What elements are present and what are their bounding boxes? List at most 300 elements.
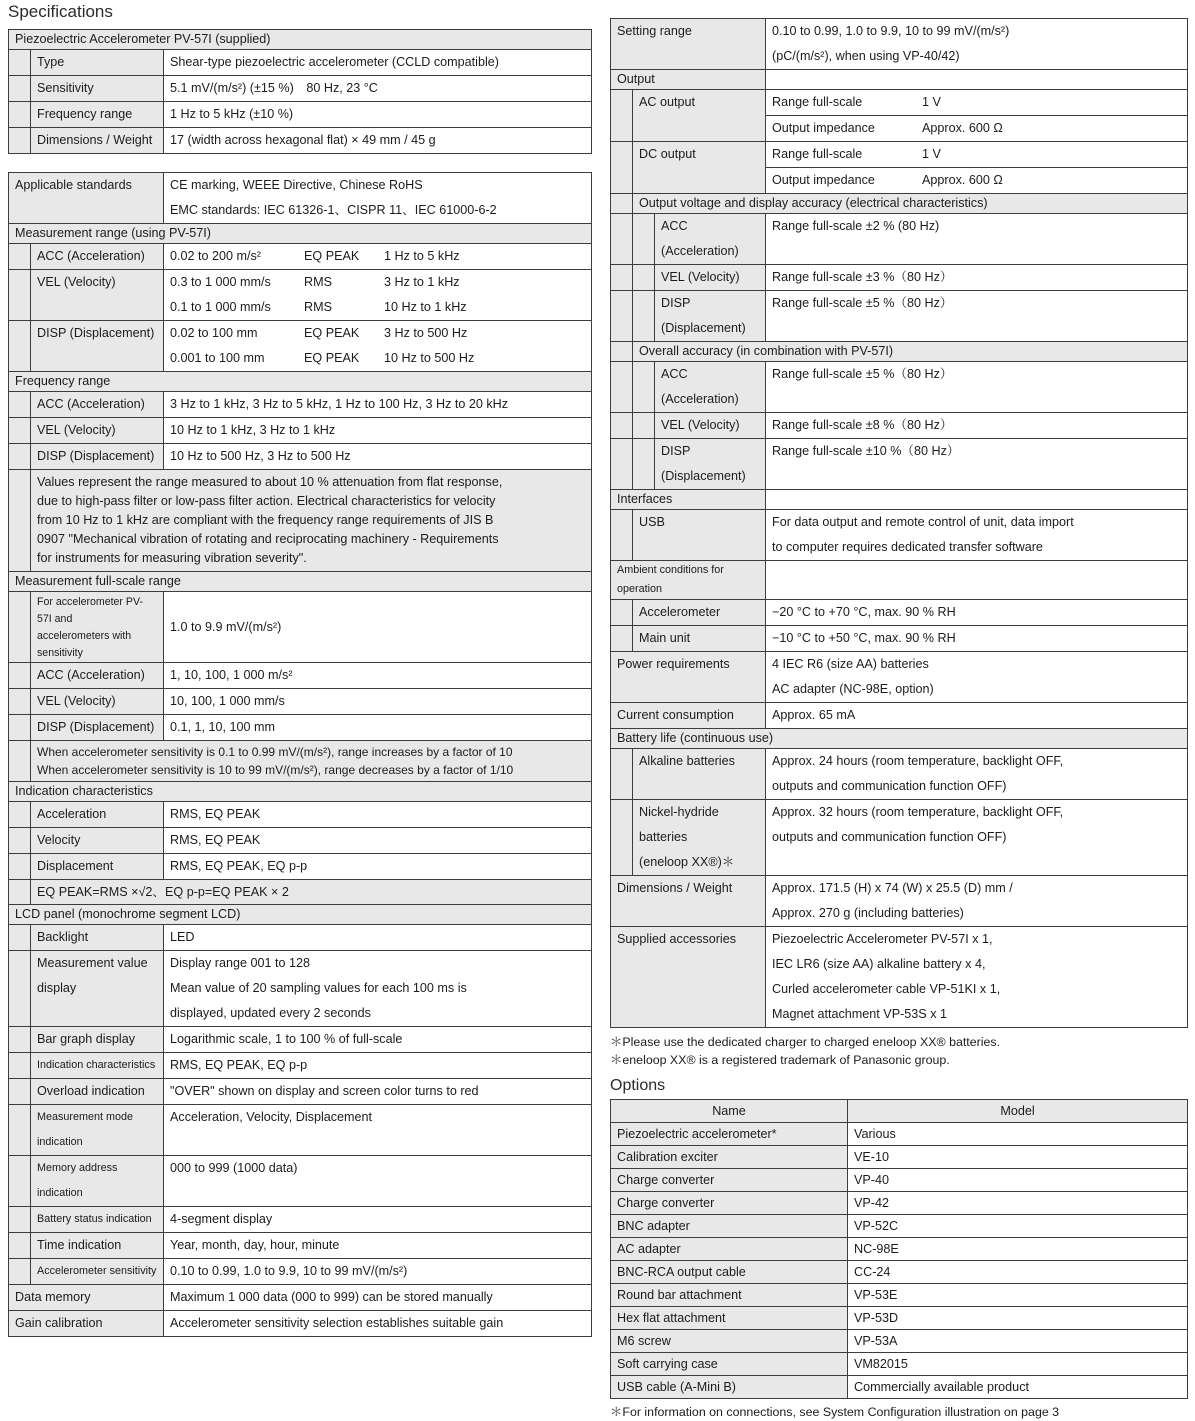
table-row [611, 19, 1187, 69]
row-label-line: Main unit [639, 631, 691, 645]
option-name: USB cable (A-Mini B) [611, 1376, 848, 1398]
row-label-line: Frequency range [37, 107, 133, 121]
row-label-line: Displacement [37, 859, 114, 873]
table-row [611, 702, 1187, 728]
row-label [9, 173, 164, 223]
row-value [164, 1079, 591, 1104]
row-value [164, 689, 591, 714]
row-label-line: ACC (Acceleration) [37, 249, 145, 263]
value-col: 0.02 to 100 mm [170, 326, 258, 340]
indent-cell [611, 214, 633, 264]
value-col: 0.1 to 1 000 mm/s [170, 300, 271, 314]
row-value-line: 1, 10, 100, 1 000 m/s² [170, 668, 293, 682]
row-label [31, 76, 164, 101]
row-label-line: Velocity [37, 833, 81, 847]
value-col: 3 Hz to 500 Hz [384, 326, 468, 340]
row-label-line: Power requirements [617, 657, 730, 671]
option-model: VP-53E [848, 1284, 1187, 1306]
options-row [611, 1237, 1187, 1260]
options-row [611, 1145, 1187, 1168]
row-value-line: 4-segment display [170, 1212, 273, 1226]
row-label [31, 854, 164, 879]
indent-cell [9, 444, 31, 469]
row-label [611, 876, 766, 926]
row-label [31, 270, 164, 320]
row-value-line [170, 244, 585, 269]
row-value-line: 10, 100, 1 000 mm/s [170, 694, 285, 708]
row-value [766, 876, 1187, 926]
row-label-line: Sensitivity [37, 81, 94, 95]
row-value-line: Range full-scale ±3 %（80 Hz） [772, 270, 953, 284]
row-label [31, 1156, 164, 1206]
row-value-line: −20 °C to +70 °C, max. 90 % RH [772, 605, 956, 619]
table-row [9, 1078, 591, 1104]
row-label [31, 663, 164, 688]
row-label-line: AC output [639, 95, 696, 109]
row-label-line: ACC (Acceleration) [37, 397, 145, 411]
row-value [164, 173, 591, 223]
indent-cell [611, 413, 633, 438]
row-label [31, 828, 164, 853]
row-value-line: LED [170, 930, 195, 944]
row-value [766, 652, 1187, 702]
row-label-line: accelerometers with sensitivity [37, 630, 132, 659]
row-value [164, 392, 591, 417]
note-line: due to high-pass filter or low-pass filter action. Electrical characteristics for velocity [37, 494, 496, 508]
row-label-line: Time indication [37, 1238, 122, 1252]
row-label-line: Overload indication [37, 1084, 145, 1098]
row-value-line: Curled accelerometer cable VP-51KI x 1, [772, 982, 1001, 996]
section-header: Measurement full-scale range [9, 572, 591, 591]
table-row [9, 101, 591, 127]
subrow-key: Range full-scale [772, 147, 863, 161]
row-value-line [170, 295, 585, 320]
table-row [9, 688, 591, 714]
note-line: When accelerometer sensitivity is 0.1 to 0.99 mV/(m/s²), range increases by a factor of 10 [37, 745, 513, 759]
indent-cell [9, 1053, 31, 1078]
row-label-line: Measurement mode indication [37, 1111, 134, 1148]
value-subrow [766, 167, 1187, 193]
indent-cell [9, 128, 31, 153]
table-row [9, 1232, 591, 1258]
main-spec-table-left [8, 172, 592, 1337]
row-label-line: USB [639, 515, 665, 529]
table-row [611, 290, 1187, 341]
row-value-line: Range full-scale ±5 %（80 Hz） [772, 296, 953, 310]
row-value-line: 1.0 to 9.9 mV/(m/s²) [170, 619, 282, 634]
note-cell [31, 880, 591, 904]
value-subrow [766, 115, 1187, 141]
row-value [164, 663, 591, 688]
row-value [766, 510, 1187, 560]
options-row [611, 1191, 1187, 1214]
table-row [9, 1258, 591, 1284]
table-row [611, 89, 1187, 141]
row-label-line: Current consumption [617, 708, 734, 722]
table-row [9, 127, 591, 153]
indent-cell [9, 321, 31, 371]
table-row [611, 141, 1187, 193]
row-label [31, 802, 164, 827]
page-title: Specifications [8, 2, 113, 21]
indent-cell [9, 663, 31, 688]
row-value-line: 0.10 to 0.99, 1.0 to 9.9, 10 to 99 mV/(m/s²) [170, 1264, 408, 1278]
row-label-line: Gain calibration [15, 1316, 103, 1330]
row-value-line: For data output and remote control of unit, data import [772, 515, 1074, 529]
row-label-line: Type [37, 55, 65, 69]
row-label [611, 927, 766, 1027]
option-model: VP-52C [848, 1215, 1187, 1237]
table-row [9, 1026, 591, 1052]
options-row [611, 1306, 1187, 1329]
table-row [9, 320, 591, 371]
value-col: EQ PEAK [304, 249, 360, 263]
row-label [633, 800, 766, 875]
options-row [611, 1260, 1187, 1283]
row-value-line: 3 Hz to 1 kHz, 3 Hz to 5 kHz, 1 Hz to 100 Hz, 3 Hz to 20 kHz [170, 397, 509, 411]
options-row [611, 1329, 1187, 1352]
footnotes [610, 1033, 1188, 1069]
indent-cell [9, 715, 31, 740]
table-row [9, 781, 591, 801]
row-value-line: 0.10 to 0.99, 1.0 to 9.9, 10 to 99 mV/(m/s²) [772, 24, 1010, 38]
indent-cell [633, 265, 655, 290]
indent-cell [9, 50, 31, 75]
indent-cell [611, 342, 633, 361]
table-row [9, 173, 591, 223]
row-label [31, 321, 164, 371]
table-row [611, 625, 1187, 651]
row-value-line: Range full-scale ±2 % (80 Hz) [772, 219, 940, 233]
table-row [9, 1206, 591, 1232]
indent-cell [611, 90, 633, 141]
table-row [9, 853, 591, 879]
value-col: 3 Hz to 1 kHz [384, 275, 460, 289]
table-row [611, 361, 1187, 412]
row-label-line: DISP (Displacement) [37, 449, 155, 463]
note-line: EQ PEAK=RMS ×√2、EQ p-p=EQ PEAK × 2 [37, 885, 289, 899]
subrow-value: 1 V [922, 95, 941, 109]
row-label-line: DC output [639, 147, 696, 161]
empty-value-cell [766, 70, 1187, 89]
row-value [164, 270, 591, 320]
row-label-line: DISP (Displacement) [661, 444, 746, 483]
row-label [633, 626, 766, 651]
row-value-line: 17 (width across hexagonal flat) × 49 mm / 45 g [170, 133, 436, 147]
row-value [164, 444, 591, 469]
row-label-line: Memory address indication [37, 1162, 118, 1199]
option-name: Charge converter [611, 1169, 848, 1191]
value-col: 0.3 to 1 000 mm/s [170, 275, 271, 289]
row-value-line: Accelerometer sensitivity selection establishes suitable gain [170, 1316, 504, 1330]
table-row [611, 799, 1187, 875]
note-cell [31, 741, 591, 781]
section-header: Piezoelectric Accelerometer PV-57I (supplied) [9, 30, 591, 49]
indent-cell [611, 600, 633, 625]
row-value-line: 0.1, 1, 10, 100 mm [170, 720, 276, 734]
value-subcolumn [766, 90, 1187, 141]
table-row [9, 1155, 591, 1206]
table-row [9, 269, 591, 320]
value-col: 1 Hz to 5 kHz [384, 249, 460, 263]
row-value [164, 321, 591, 371]
row-value-line: 10 Hz to 1 kHz, 3 Hz to 1 kHz [170, 423, 336, 437]
table-row [611, 341, 1187, 361]
row-label-line: Accelerometer sensitivity [37, 1265, 157, 1277]
option-model: VP-40 [848, 1169, 1187, 1191]
row-label [31, 1079, 164, 1104]
table-row [9, 371, 591, 391]
row-label [31, 1207, 164, 1232]
options-row [611, 1375, 1187, 1398]
row-value-line: "OVER" shown on display and screen color turns to red [170, 1084, 479, 1098]
table-row [9, 1284, 591, 1310]
value-col: 10 Hz to 1 kHz [384, 300, 467, 314]
section-header: Battery life (continuous use) [611, 729, 1187, 748]
row-label-line: Accelerometer [639, 605, 721, 619]
row-value-line: RMS, EQ PEAK, EQ p-p [170, 859, 308, 873]
row-value-line: Maximum 1 000 data (000 to 999) can be stored manually [170, 1290, 493, 1304]
table-row [9, 1052, 591, 1078]
row-label [611, 19, 766, 69]
row-label [9, 1311, 164, 1336]
row-value-line: EMC standards: IEC 61326-1、CISPR 11、IEC 61000-6-2 [170, 203, 497, 217]
row-value-line: AC adapter (NC-98E, option) [772, 682, 934, 696]
note-line: from 10 Hz to 1 kHz are compliant with the frequency range requirements of JIS B [37, 513, 494, 527]
row-label-line: VEL (Velocity) [37, 423, 116, 437]
row-label-line: ACC (Acceleration) [661, 219, 739, 258]
table-row [611, 599, 1187, 625]
row-label [31, 418, 164, 443]
option-name: Calibration exciter [611, 1146, 848, 1168]
row-label [9, 1285, 164, 1310]
table-row [9, 904, 591, 924]
option-model: NC-98E [848, 1238, 1187, 1260]
value-col: EQ PEAK [304, 351, 360, 365]
row-label-line: Dimensions / Weight [37, 133, 153, 147]
row-value-line: Piezoelectric Accelerometer PV-57I x 1, [772, 932, 993, 946]
option-model: VE-10 [848, 1146, 1187, 1168]
left-column [8, 2, 592, 1337]
row-label-line: Measurement value [37, 956, 148, 970]
row-label [655, 291, 766, 341]
row-label-line: Backlight [37, 930, 89, 944]
table-row [9, 827, 591, 853]
row-label-line: (eneloop XX®)＊ [639, 855, 735, 869]
option-name: Charge converter [611, 1192, 848, 1214]
row-label-line: Acceleration [37, 807, 107, 821]
row-value-line: Year, month, day, hour, minute [170, 1238, 340, 1252]
row-label [31, 128, 164, 153]
table-row [9, 801, 591, 827]
row-label-line: ACC (Acceleration) [661, 367, 739, 406]
row-label [655, 265, 766, 290]
option-model: Commercially available product [848, 1376, 1187, 1398]
row-label [611, 652, 766, 702]
section-header: LCD panel (monochrome segment LCD) [9, 905, 591, 924]
indent-cell [633, 413, 655, 438]
row-value [164, 828, 591, 853]
indent-cell [9, 951, 31, 1026]
table-row [611, 875, 1187, 926]
indent-cell [9, 880, 31, 904]
indent-cell [9, 470, 31, 571]
section-header: Ambient conditions for operation [611, 561, 766, 599]
option-model: VM82015 [848, 1353, 1187, 1375]
row-label [31, 592, 164, 662]
row-value [766, 439, 1187, 489]
row-value-line: −10 °C to +50 °C, max. 90 % RH [772, 631, 956, 645]
indent-cell [611, 439, 633, 489]
row-label-line: DISP (Displacement) [37, 326, 155, 340]
row-label [611, 703, 766, 728]
table-row [9, 662, 591, 688]
table-row [9, 49, 591, 75]
option-model: VP-53A [848, 1330, 1187, 1352]
row-value [164, 1105, 591, 1155]
row-value [766, 291, 1187, 341]
options-header-row [611, 1100, 1187, 1122]
table-row [9, 950, 591, 1026]
row-value [164, 1259, 591, 1284]
row-value [766, 265, 1187, 290]
row-label-line: Indication characteristics [37, 1059, 156, 1071]
table-row [611, 412, 1187, 438]
table-row [611, 438, 1187, 489]
row-label-line: VEL (Velocity) [661, 270, 740, 284]
row-value [766, 600, 1187, 625]
row-label [633, 90, 766, 141]
section-header: Overall accuracy (in combination with PV-57I) [633, 342, 1187, 361]
row-value [164, 102, 591, 127]
indent-cell [9, 270, 31, 320]
row-value-line: IEC LR6 (size AA) alkaline battery x 4, [772, 957, 986, 971]
row-value-line: CE marking, WEEE Directive, Chinese RoHS [170, 178, 423, 192]
row-value-line: Logarithmic scale, 1 to 100 % of full-scale [170, 1032, 403, 1046]
option-name: AC adapter [611, 1238, 848, 1260]
table-row [9, 243, 591, 269]
row-label-line: VEL (Velocity) [37, 694, 116, 708]
empty-value-cell [766, 490, 1187, 509]
row-value-line: Display range 001 to 128 [170, 956, 311, 970]
row-value [164, 592, 591, 662]
row-value-line: 000 to 999 (1000 data) [170, 1161, 298, 1175]
subrow-key: Output impedance [772, 173, 875, 187]
subrow-value: Approx. 600 Ω [922, 173, 1003, 187]
value-col: 0.001 to 100 mm [170, 351, 265, 365]
row-value-line: 5.1 mV/(m/s²) (±15 %) 80 Hz, 23 °C [170, 81, 378, 95]
right-column [610, 18, 1188, 1421]
row-value [164, 50, 591, 75]
table-row [611, 489, 1187, 509]
indent-cell [9, 689, 31, 714]
row-label [31, 1259, 164, 1284]
row-value-line: 4 IEC R6 (size AA) batteries [772, 657, 929, 671]
section-header: Measurement range (using PV-57I) [9, 224, 591, 243]
indent-cell [9, 392, 31, 417]
row-value-line: Approx. 270 g (including batteries) [772, 906, 964, 920]
row-label-line: Battery status indication [37, 1213, 152, 1225]
note-line: When accelerometer sensitivity is 10 to 99 mV/(m/s²), range decreases by a factor of 1/10 [37, 763, 514, 777]
table-row [9, 740, 591, 781]
row-value [164, 715, 591, 740]
row-value-line: outputs and communication function OFF) [772, 779, 1007, 793]
row-value [164, 1207, 591, 1232]
options-note: ＊For information on connections, see System Configuration illustration on page 3 [610, 1405, 1060, 1419]
row-value-line: Mean value of 20 sampling values for each 100 ms is [170, 981, 467, 995]
indent-cell [9, 854, 31, 879]
row-value-line: RMS, EQ PEAK, EQ p-p [170, 1058, 308, 1072]
row-label [31, 1233, 164, 1258]
indent-cell [633, 214, 655, 264]
row-value-line: Range full-scale ±10 %（80 Hz） [772, 444, 960, 458]
indent-cell [9, 1105, 31, 1155]
row-value [766, 214, 1187, 264]
row-label-line: Applicable standards [15, 178, 132, 192]
row-label [633, 749, 766, 799]
subrow-value: 1 V [922, 147, 941, 161]
indent-cell [611, 626, 633, 651]
indent-cell [9, 1156, 31, 1206]
row-value [164, 1053, 591, 1078]
note-line: for instruments for measuring vibration severity". [37, 551, 307, 565]
indent-cell [9, 76, 31, 101]
value-col: 10 Hz to 500 Hz [384, 351, 475, 365]
row-label-line: DISP (Displacement) [37, 720, 155, 734]
indent-cell [611, 510, 633, 560]
row-value-line: outputs and communication function OFF) [772, 830, 1007, 844]
footnote: ＊eneloop XX® is a registered trademark of Panasonic group. [610, 1053, 950, 1067]
options-row [611, 1214, 1187, 1237]
row-label [31, 244, 164, 269]
row-label-line: ACC (Acceleration) [37, 668, 145, 682]
table-row [611, 748, 1187, 799]
row-value-line: displayed, updated every 2 seconds [170, 1006, 371, 1020]
row-value-line: Range full-scale ±5 %（80 Hz） [772, 367, 953, 381]
section-header: Output [611, 70, 766, 89]
indent-cell [611, 265, 633, 290]
row-value [164, 854, 591, 879]
table-row [9, 75, 591, 101]
row-label [31, 951, 164, 1026]
options-row [611, 1283, 1187, 1306]
row-value-line: to computer requires dedicated transfer software [772, 540, 1043, 554]
option-model: CC-24 [848, 1261, 1187, 1283]
row-label-line: VEL (Velocity) [37, 275, 116, 289]
footnote: ＊Please use the dedicated charger to charged eneloop XX® batteries. [610, 1035, 1001, 1049]
row-value-line: RMS, EQ PEAK [170, 833, 261, 847]
indent-cell [633, 439, 655, 489]
option-name: M6 screw [611, 1330, 848, 1352]
row-label [31, 715, 164, 740]
option-name: BNC-RCA output cable [611, 1261, 848, 1283]
main-spec-table-right [610, 18, 1188, 1028]
row-value [766, 626, 1187, 651]
table-row [9, 443, 591, 469]
row-value-line: Approx. 24 hours (room temperature, backlight OFF, [772, 754, 1064, 768]
row-value [766, 703, 1187, 728]
indent-cell [611, 362, 633, 412]
options-header-name: Name [611, 1100, 848, 1122]
row-label [655, 214, 766, 264]
row-value [164, 418, 591, 443]
options-header-model: Model [848, 1100, 1187, 1122]
value-subrow [766, 142, 1187, 167]
row-label [31, 102, 164, 127]
indent-cell [9, 244, 31, 269]
row-label [31, 444, 164, 469]
indent-cell [9, 1079, 31, 1104]
